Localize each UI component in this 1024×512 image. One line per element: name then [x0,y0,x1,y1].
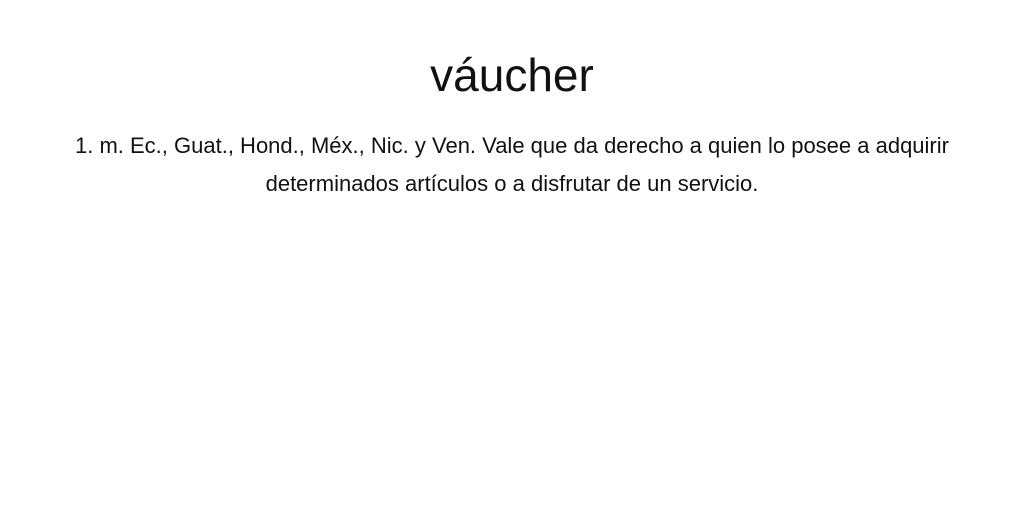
headword-title: váucher [430,49,594,101]
definition-text: 1. m. Ec., Guat., Hond., Méx., Nic. y Ven. Vale que da derecho a quien lo posee a adquirir determinados artículos o a disfrutar de un servicio. [75,133,949,196]
